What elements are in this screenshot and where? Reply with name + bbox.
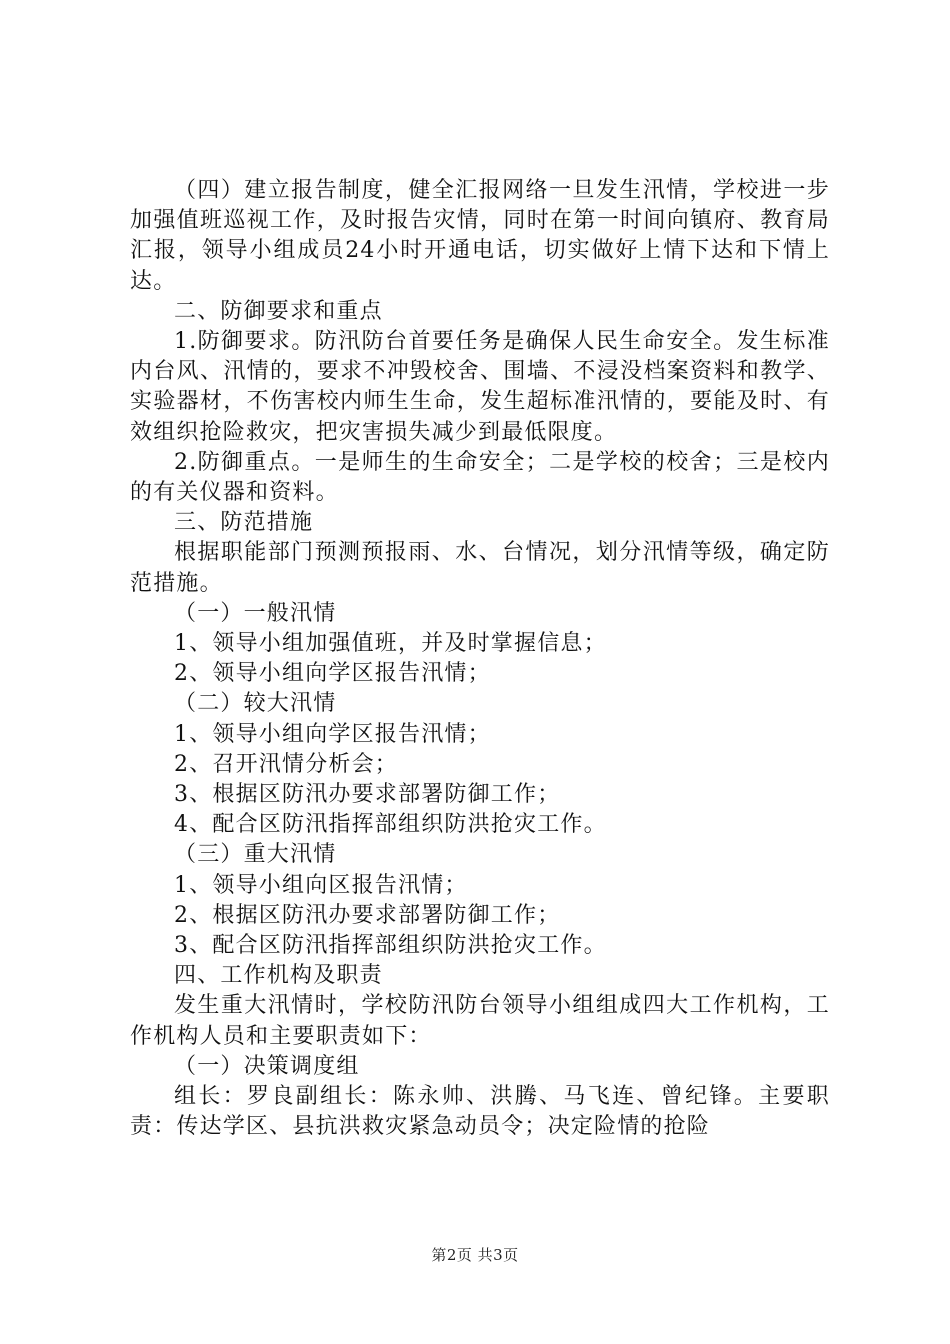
- paragraph: 根据职能部门预测预报雨、水、台情况，划分汛情等级，确定防范措施。: [130, 540, 830, 596]
- list-item: 1、领导小组向区报告汛情；: [174, 872, 468, 898]
- paragraph: （四）建立报告制度，健全汇报网络一旦发生汛情，学校进一步加强值班巡视工作，及时报告灾情，同时在第一时间向镇府、教育局汇报，领导小组成员24小时开通电话，切实做好上情下达和下情上达。: [130, 178, 830, 294]
- list-item: 3、根据区防汛办要求部署防御工作；: [174, 782, 561, 808]
- list-item: 2、领导小组向学区报告汛情；: [174, 661, 491, 687]
- page-number-footer: 第2页 共3页: [431, 1246, 519, 1264]
- paragraph: 2.防御重点。一是师生的生命安全；二是学校的校舍；三是校内的有关仪器和资料。: [130, 449, 830, 506]
- paragraph: 1.防御要求。防汛防台首要任务是确保人民生命安全。发生标准内台风、汛情的，要求不冲毁校舍、围墙、不浸没档案资料和教学、实验器材，不伤害校内师生生命，发生超标准汛情的，要能及时、有效组织抢险救灾，把灾害损失减少到最低限度。: [130, 329, 830, 445]
- list-item: 1、领导小组向学区报告汛情；: [174, 721, 491, 747]
- section-heading: 四、工作机构及职责: [174, 963, 383, 989]
- section-heading: 二、防御要求和重点: [174, 298, 383, 324]
- list-item: 2、根据区防汛办要求部署防御工作；: [174, 902, 561, 928]
- subsection-heading: （一）一般汛情: [174, 600, 337, 626]
- subsection-heading: （一）决策调度组: [174, 1053, 360, 1079]
- list-item: 1、领导小组加强值班，并及时掌握信息；: [174, 631, 607, 657]
- paragraph: 组长：罗良副组长：陈永帅、洪腾、马飞连、曾纪锋。主要职责：传达学区、县抗洪救灾紧急动员令；决定险情的抢险: [130, 1084, 830, 1140]
- list-item: 3、配合区防汛指挥部组织防洪抢灾工作。: [174, 933, 607, 959]
- document-body: [130, 176, 830, 1143]
- section-heading: 三、防范措施: [174, 510, 314, 536]
- list-item: 2、召开汛情分析会；: [174, 751, 398, 777]
- subsection-heading: （三）重大汛情: [174, 842, 337, 868]
- list-item: 4、配合区防汛指挥部组织防洪抢灾工作。: [174, 812, 607, 838]
- subsection-heading: （二）较大汛情: [174, 691, 337, 717]
- paragraph: 发生重大汛情时，学校防汛防台领导小组组成四大工作机构，工作机构人员和主要职责如下：: [130, 993, 830, 1049]
